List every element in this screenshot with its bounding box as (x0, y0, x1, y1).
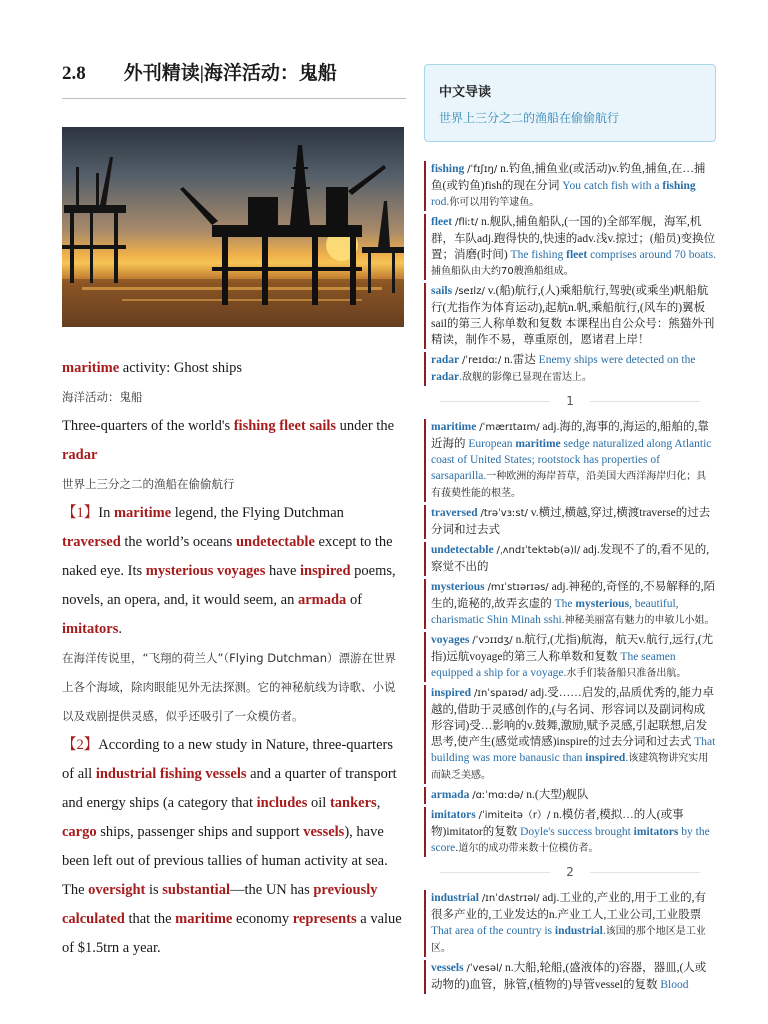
vocab-word: maritime (431, 421, 477, 433)
vocab-definition: n.舰队,捕鱼船队,(一国的)全部军舰，海军,机群，车队adj.跑得快的,快速的adv.浅v.掠过；(船员)变换位置；消磨(时间) (431, 216, 716, 261)
vocab-entry (424, 787, 716, 804)
vocab-example: The (554, 598, 576, 610)
page-number: 1 (424, 386, 716, 416)
vocab-definition: adj.工业的,产业的,用于工业的,有很多产业的,工业发达的n.产业工人,工业公司,工业股票 (431, 892, 706, 921)
vocab-phonetic: /ˌʌndɪˈtektəb(ə)l/ (496, 545, 581, 556)
vocab-definition: adj.发现不了的,看不见的,察觉不出的 (431, 544, 710, 573)
vocab-entry (424, 505, 716, 539)
vocab-example-keyword: mysterious (575, 598, 630, 610)
vocab-word: mysterious (431, 581, 485, 593)
vocab-word: sails (431, 285, 453, 297)
vocab-example-rest: . (625, 752, 629, 764)
vocab-example-rest: . (459, 371, 462, 383)
vocab-example-keyword: fishing (662, 180, 696, 192)
vocab-example: Doyle's success brought (520, 826, 634, 838)
vocab-example-rest: comprises around 70 boats. (587, 249, 716, 261)
vocab-entry (424, 890, 716, 957)
vocab-entry (424, 685, 716, 784)
vocab-phonetic: /ˈmærɪtaɪm/ (479, 422, 540, 433)
vocab-example-translation: 敌舰的影像已显现在雷达上。 (461, 372, 592, 383)
vocab-example: The fishing (510, 249, 567, 261)
article-column (62, 58, 406, 963)
vocab-example: The seamen equipped a ship for a voyage. (431, 651, 676, 679)
vocab-word: fleet (431, 216, 453, 228)
vocab-phonetic: /ˈvɔɪɪdʒ/ (472, 635, 513, 646)
vocab-example-translation: 神秘美丽富有魅力的申敏儿小姐。 (564, 615, 715, 626)
article-title: maritime activity: Ghost ships (62, 360, 243, 376)
vocab-phonetic: /mɪˈstɪərɪəs/ (487, 582, 549, 593)
guide-text: 世界上三分之二的渔船在偷偷航行 (439, 111, 620, 125)
vocab-example: That building was more banausic than (431, 736, 716, 764)
chapter-number: 2.8 (62, 63, 86, 84)
vocab-entry (424, 283, 716, 349)
vocab-word: industrial (431, 892, 479, 904)
vocab-definition: n.(大型)舰队 (526, 789, 589, 801)
vocab-entry (424, 542, 716, 576)
vocab-phonetic: /ɪnˈspaɪəd/ (473, 688, 528, 699)
vocab-entry (424, 579, 716, 629)
article-subtitle: Three-quarters of the world's fishing fleet sails under the radar (62, 418, 395, 463)
vocab-word: undetectable (431, 544, 494, 556)
vocab-definition: n.大船,轮船,(盛液体的)容器，器皿,(人或动物的)血管，脉管,(植物的)导管vessel的复数 (431, 962, 707, 991)
vocab-entry (424, 960, 716, 994)
article-subtitle-translation: 世界上三分之二的渔船在偷偷航行 (62, 477, 235, 491)
chapter-heading (62, 58, 406, 99)
vocab-example-keyword: imitators (633, 826, 679, 838)
vocab-phonetic: /ɪnˈdʌstrɪəl/ (481, 893, 540, 904)
vocab-word: armada (431, 789, 470, 801)
vocab-word: voyages (431, 634, 470, 646)
vocab-phonetic: /fliːt/ (454, 217, 479, 228)
vocab-word: vessels (431, 962, 464, 974)
vocab-entry (424, 419, 716, 502)
vocab-example-rest: by the score (431, 826, 710, 854)
vocab-word: radar (431, 354, 460, 366)
vocab-example: Blood (660, 979, 689, 991)
vocab-definition: adj.受……启发的,品质优秀的,能力卓越的,借助于灵感创作的,(与名词、形容词以及副词构成形容词)受…影响的v.鼓舞,激励,赋予灵感,引起联想,启发思考,使产生(感觉或情感)inspire的过去分词和过去式 (431, 687, 714, 748)
vocab-example-translation: 该建筑物讲究实用而缺乏美感。 (431, 753, 709, 781)
vocab-word: traversed (431, 507, 478, 519)
article-title-translation: 海洋活动：鬼船 (62, 390, 143, 404)
vocab-word: imitators (431, 809, 476, 821)
vocab-example-rest: . (602, 925, 606, 937)
vocab-group-3 (424, 890, 716, 994)
vocab-phonetic: /ˈfɪʃɪŋ/ (467, 164, 498, 175)
vocab-word: fishing (431, 163, 465, 175)
vocab-entry (424, 632, 716, 682)
vocab-example: You catch fish with a (562, 180, 663, 192)
vocab-example-keyword: industrial (554, 925, 603, 937)
vocab-definition: n.模仿者,模拟…的人(或事物)imitator的复数 (431, 809, 684, 838)
vocab-phonetic: /ˈvesəl/ (466, 963, 503, 974)
vocab-example-keyword: radar (431, 371, 460, 383)
vocab-example-rest: sedge naturalized along Atlantic coast of United States; rootstock has properties of sarsaparilla. (431, 438, 712, 482)
vocab-phonetic: /ˈimiteitə（r）/ (478, 810, 551, 821)
vocab-example-translation: 捕鱼船队由大约70艘渔船组成。 (431, 266, 574, 277)
vocab-example-keyword: maritime (515, 438, 561, 450)
paragraph-1: 【1】In maritime legend, the Flying Dutchman traversed the world’s oceans undetectable except to the naked eye. Its mysterious voyages have inspired poems, novels, an opera, and, it would seem, an armada of imitators. (62, 505, 396, 637)
vocab-example-translation: 水手们装备船只准备出航。 (566, 668, 687, 679)
vocab-entry (424, 352, 716, 386)
vocab-definition: adj.神秘的,奇怪的,不易解释的,陌生的,诡秘的,故弄玄虚的 (431, 581, 716, 610)
vocab-example-translation: 该国的那个地区是工业区。 (431, 926, 706, 954)
vocab-definition: v.(船)航行,(人)乘船航行,驾驶(或乘坐)帆船航行(尤指作为体育运动),起航n.帆,乘船航行,(风车的)翼板sail的第三人称单数和复数 本课程出自公众号：熊猫外刊精读，制作不易，尊重原创，愿诸君上岸！ (431, 285, 715, 346)
vocab-example-rest: rod. (431, 196, 450, 208)
vocab-example-keyword: inspired (585, 752, 626, 764)
vocab-definition: v.横过,横越,穿过,横渡traverse的过去分词和过去式 (431, 507, 711, 536)
vocab-example-translation: 你可以用钓竿逮鱼。 (449, 197, 540, 208)
vocab-definition: n.航行,(尤指)航海，航天v.航行,远行,(尤指)远航voyage的第三人称单数和复数 (431, 634, 714, 663)
vocab-entry (424, 807, 716, 857)
vocab-example-translation: 一种欧洲的海岸苔草，沿美国大西洋海岸归化；具有菝葜性能的根茎。 (431, 471, 707, 499)
vocab-definition: n.钓鱼,捕鱼业(或活动)v.钓鱼,捕鱼,在…捕鱼(或钓鱼)fish的现在分词 (431, 163, 706, 192)
chapter-title: 外刊精读|海洋活动：鬼船 (123, 63, 337, 84)
vocab-example: Enemy ships were detected on the (538, 354, 696, 366)
oil-rig-sunset-image (62, 127, 404, 327)
vocab-definition: n.雷达 (504, 354, 536, 366)
vocab-phonetic: /seɪlz/ (454, 286, 485, 297)
guide-title: 中文导读 (439, 85, 492, 100)
vocab-word: inspired (431, 687, 472, 699)
page-number: 2 (424, 857, 716, 887)
vocab-group-2 (424, 419, 716, 857)
vocab-phonetic: /trəˈvɜːst/ (480, 508, 528, 519)
vocab-definition: adj.海的,海事的,海运的,船舶的,靠近海的 (431, 421, 709, 450)
paragraph-2: 【2】According to a new study in Nature, three-quarters of all industrial fishing vessels and a quarter of transport and energy ships (a category that includes oil tankers, cargo ships, passenger ships and support vessels), have been left out of previous tallies of human activity at sea. The oversight is substantial—the UN has previously calculated that the maritime economy represents a value of $1.5trn a year. (62, 737, 402, 956)
vocab-group-1 (424, 161, 716, 386)
vocab-example: European (468, 438, 516, 450)
vocabulary-column (424, 64, 716, 994)
vocab-example-translation: .道尔的成功带来数十位模仿者。 (455, 843, 599, 854)
title-keyword: maritime (62, 360, 120, 376)
vocab-phonetic: /ˈreɪdɑː/ (461, 355, 502, 366)
vocab-example-rest: , beautiful, charismatic Shin Minah sshi. (431, 598, 679, 626)
vocab-entry (424, 161, 716, 211)
vocab-example-keyword: fleet (566, 249, 588, 261)
chinese-guide-box (424, 64, 716, 142)
paragraph-1-translation: 在海洋传说里，“飞翔的荷兰人”（Flying Dutchman）漂游在世界上各个海域，除肉眼能见外无法探测。它的神秘航线为诗歌、小说以及戏剧提供灵感，似乎还吸引了一众模仿者。 (62, 651, 397, 723)
vocab-phonetic: /ɑːˈmɑːdə/ (472, 790, 524, 801)
vocab-entry (424, 214, 716, 280)
vocab-example: That area of the country is (431, 925, 555, 937)
